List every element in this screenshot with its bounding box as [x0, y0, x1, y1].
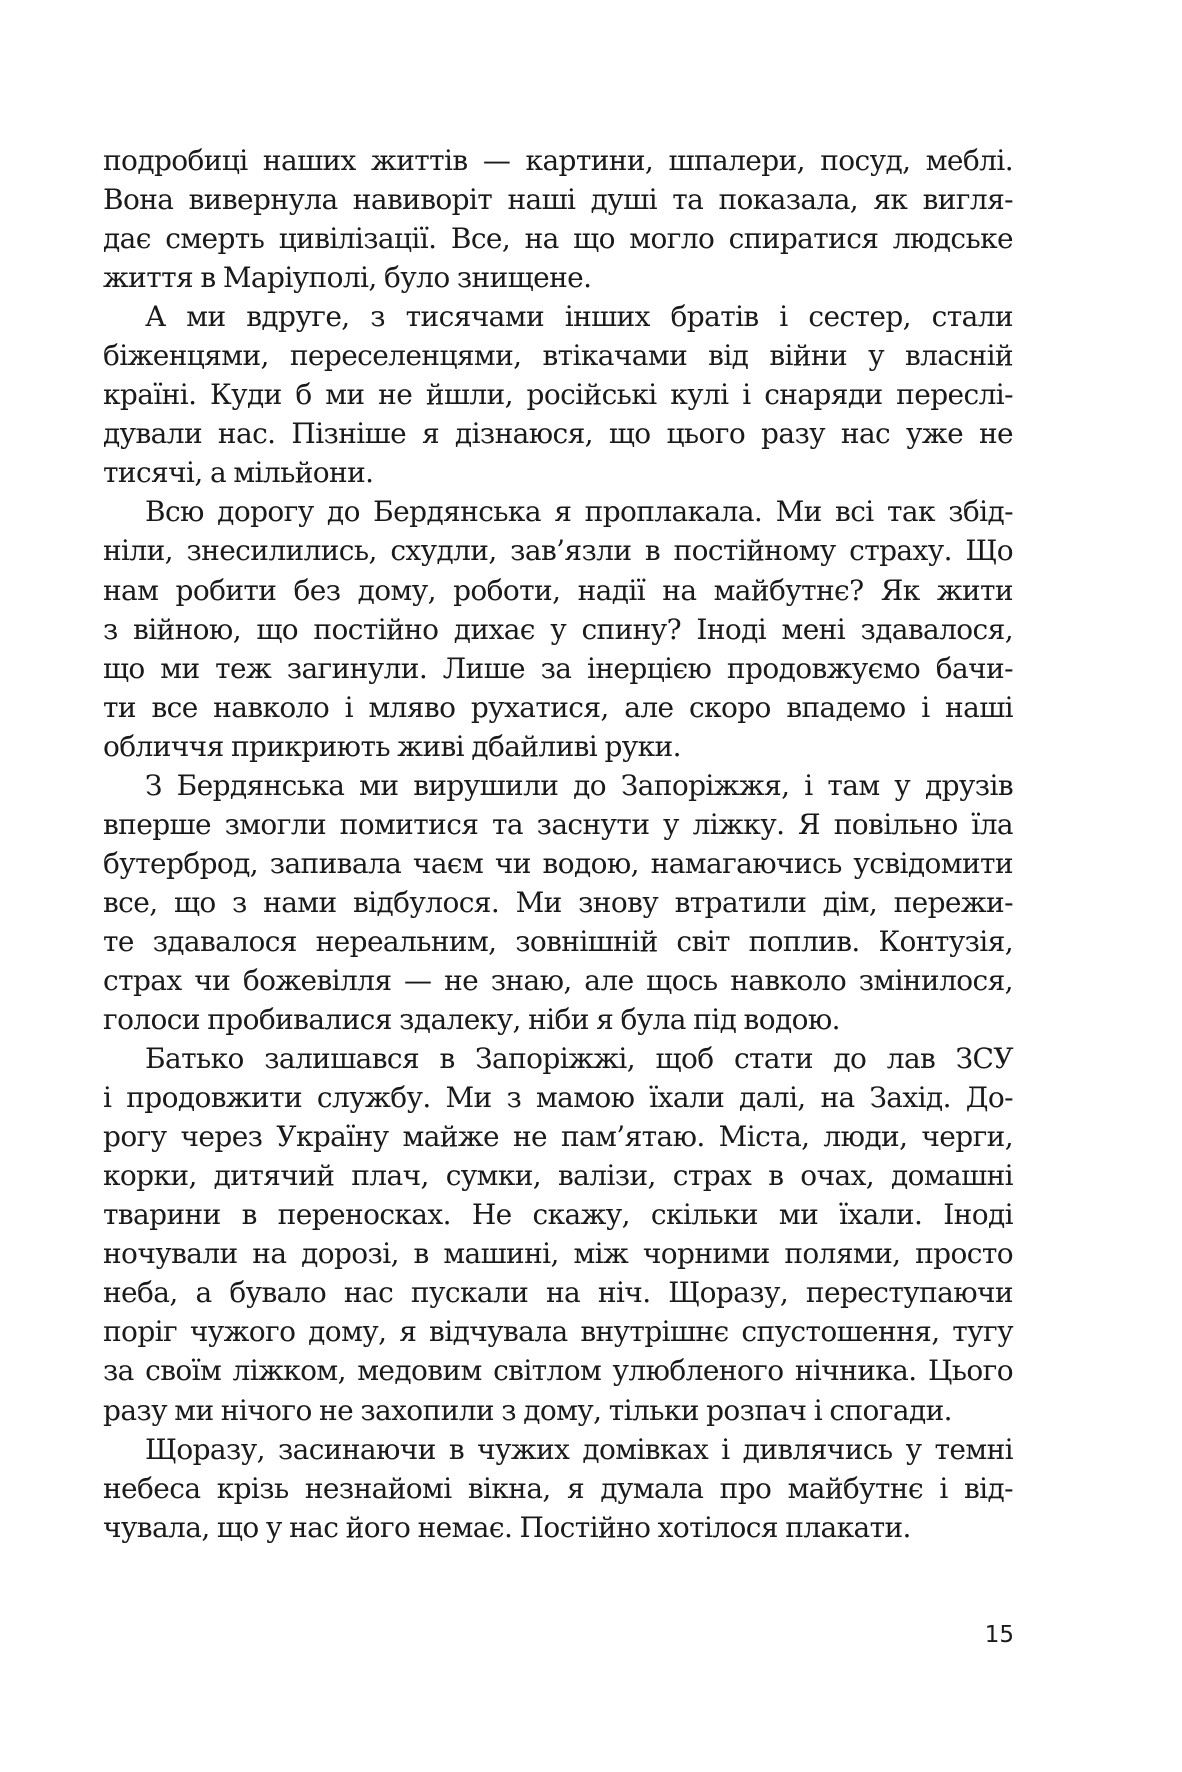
text-line: подробиці наших життів — картини, шпалери, посуд, меблі.: [103, 144, 1013, 177]
text-line: чувала, що у нас його немає. Постійно хотілося плакати.: [103, 1510, 911, 1544]
text-line: поріг чужого дому, я відчувала внутрішнє спустошення, тугу: [103, 1315, 1013, 1349]
text-line: країні. Куди б ми не йшли, російські кулі і снаряди переслі-: [103, 378, 1013, 412]
body-text: [103, 141, 1013, 1547]
text-line: обличчя прикриють живі дбайливі руки.: [103, 729, 681, 763]
text-line: нам робити без дому, роботи, надії на майбутнє? Як жити: [103, 573, 1013, 607]
text-line: те здавалося нереальним, зовнішній світ поплив. Контузія,: [103, 924, 1013, 958]
paragraph-2: [103, 297, 1013, 492]
text-line: тисячі, а мільйони.: [103, 456, 374, 490]
text-line: Всю дорогу до Бердянська я проплакала. Ми всі так збід-: [145, 495, 1013, 529]
text-line: біженцями, переселенцями, втікачами від війни у власній: [103, 339, 1013, 373]
page-number: 15: [984, 1622, 1014, 1648]
text-line: дає смерть цивілізації. Все, на що могло спиратися людське: [103, 222, 1013, 256]
text-line: З Бердянська ми вирушили до Запоріжжя, і там у друзів: [145, 768, 1013, 802]
paragraph-6: [103, 1430, 1013, 1547]
text-line: неба, а бувало нас пускали на ніч. Щоразу, переступаючи: [103, 1276, 1013, 1310]
text-line: життя в Маріуполі, було знищене.: [103, 261, 592, 295]
text-line: вперше змогли помитися та заснути у ліжку. Я повільно їла: [103, 807, 1013, 841]
text-line: небеса крізь незнайомі вікна, я думала про майбутнє і від-: [103, 1471, 1013, 1505]
text-line: голоси пробивалися здалеку, ніби я була під водою.: [103, 1003, 840, 1037]
paragraph-3: [103, 492, 1013, 765]
text-line: за своїм ліжком, медовим світлом улюбленого нічника. Цього: [103, 1354, 1013, 1388]
text-line: тварини в переносках. Не скажу, скільки ми їхали. Іноді: [103, 1198, 1013, 1232]
paragraph-5: [103, 1039, 1013, 1429]
text-line: ти все навколо і мляво рухатися, але скоро впадемо і наші: [103, 690, 1013, 724]
text-line: бутерброд, запивала чаєм чи водою, намагаючись усвідомити: [103, 846, 1013, 880]
text-line: що ми теж загинули. Лише за інерцією продовжуємо бачи-: [103, 651, 1013, 685]
text-line: ніли, знесилились, схудли, зав’язли в постійному страху. Що: [103, 534, 1013, 568]
text-line: страх чи божевілля — не знаю, але щось навколо змінилося,: [103, 963, 1013, 997]
text-line: з війною, що постійно дихає у спину? Іноді мені здавалося,: [103, 612, 1013, 646]
paragraph-1: [103, 141, 1013, 297]
text-line: корки, дитячий плач, сумки, валізи, страх в очах, домашні: [103, 1159, 1013, 1193]
text-line: Вона вивернула навиворіт наші душі та показала, як вигля-: [103, 183, 1013, 217]
text-line: Щоразу, засинаючи в чужих домівках і дивлячись у темні: [145, 1432, 1013, 1466]
text-line: дували нас. Пізніше я дізнаюся, що цього разу нас уже не: [103, 417, 1013, 451]
text-line: рогу через Україну майже не пам’ятаю. Міста, люди, черги,: [103, 1120, 1013, 1154]
text-line: Батько залишався в Запоріжжі, щоб стати до лав ЗСУ: [145, 1042, 1013, 1076]
text-line: А ми вдруге, з тисячами інших братів і сестер, стали: [145, 300, 1013, 334]
text-line: і продовжити службу. Ми з мамою їхали далі, на Захід. До-: [103, 1081, 1013, 1115]
text-line: ночували на дорозі, в машині, між чорними полями, просто: [103, 1237, 1013, 1271]
paragraph-4: [103, 766, 1013, 1039]
text-line: разу ми нічого не захопили з дому, тільки розпач і спогади.: [103, 1393, 952, 1427]
text-line: все, що з нами відбулося. Ми знову втратили дім, пережи-: [103, 885, 1013, 919]
